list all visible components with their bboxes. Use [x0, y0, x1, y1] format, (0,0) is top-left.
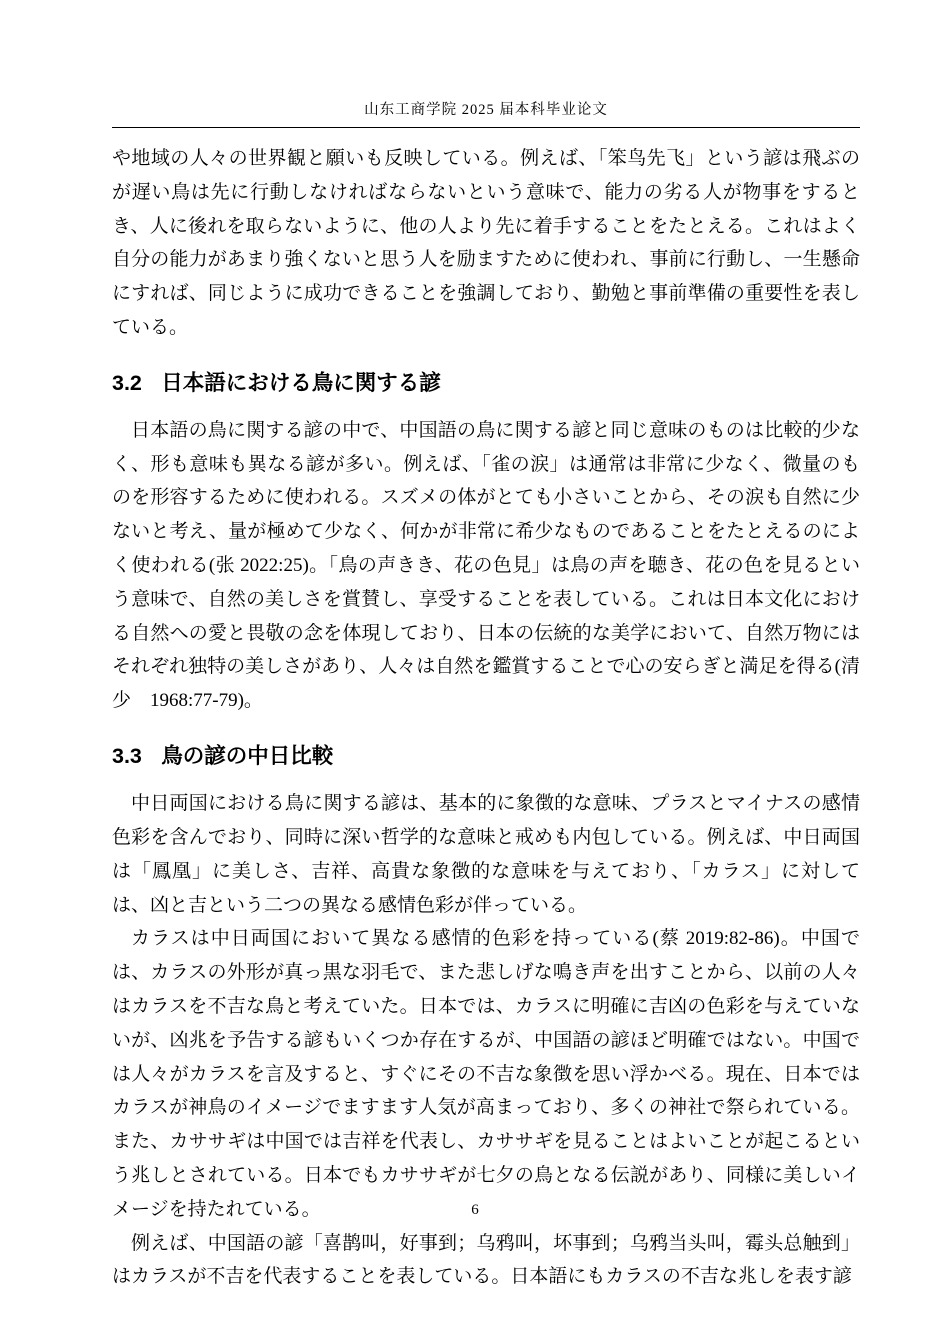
- section-3-3-paragraph: カラスは中日両国において異なる感情的色彩を持っている(蔡 2019:82-86)。中国では、カラスの外形が真っ黒な羽毛で、また悲しげな鳴き声を出すことから、以前の人々はカラスを不吉な鳥と考えていた。日本では、カラスに明確に吉凶の色彩を与えていないが、凶兆を予告する諺もいくつか存在するが、中国語の諺ほど明確ではない。中国では人々がカラスを言及すると、すぐにその不吉な象徴を思い浮かべる。現在、日本ではカラスが神鳥のイメージでますます人気が高まっており、多くの神社で祭られている。また、カササギは中国では吉祥を代表し、カササギを見ることはよいことが起こるという兆しとされている。日本でもカササギが七夕の鳥となる伝説があり、同様に美しいイメージを持たれている。: [112, 928, 860, 1220]
- section-number: 3.2: [112, 370, 142, 395]
- section-3-2-paragraph: 日本語の鳥に関する諺の中で、中国語の鳥に関する諺と同じ意味のものは比較的少なく、形も意味も異なる諺が多い。例えば、「雀の涙」は通常は非常に少なく、微量のものを形容するために使われる。スズメの体がとても小さいことから、その涙も自然に少ないと考え、量が極めて少なく、何かが非常に希少なものであることをたとえるのによく使われる(张 2022:25)。「鳥の声きき、花の色見」は鳥の声を聴き、花の色を見るという意味で、自然の美しさを賞賛し、享受することを表している。これは日本文化における自然への愛と畏敬の念を体現しており、日本の伝統的な美学において、自然万物にはそれぞれ独特の美しさがあり、人々は自然を鑑賞することで心の安らぎと満足を得る(清少 1968:77-79)。: [112, 419, 860, 712]
- section-3-3-paragraph: 例えば、中国語の諺「喜鹊叫，好事到；乌鸦叫，坏事到；乌鸦当头叫，霉头总触到」はカラスが不吉を代表することを表している。日本語にもカラスの不吉な兆しを表す諺: [112, 1232, 860, 1288]
- section-title: 日本語における鳥に関する諺: [161, 370, 441, 395]
- intro-paragraph: や地域の人々の世界観と願いも反映している。例えば、「笨鸟先飞」という諺は飛ぶのが遅い鳥は先に行動しなければならないという意味で、能力の劣る人が物事をするとき、人に後れを取らないように、他の人より先に着手することをたとえる。これはよく自分の能力があまり強くないと思う人を励ますために使われ、事前に行動し、一生懸命にすれば、同じように成功できることを強調しており、勤勉と事前準備の重要性を表している。: [112, 148, 860, 338]
- page-number: 6: [471, 1202, 479, 1218]
- section-heading-3-2: [112, 368, 860, 398]
- section-number: 3.3: [112, 744, 142, 769]
- page-header: [112, 98, 860, 128]
- page-footer: [0, 1202, 950, 1219]
- section-title: 鳥の諺の中日比較: [161, 744, 334, 769]
- page-content: [112, 142, 860, 1294]
- section-3-3-paragraph: 中日両国における鳥に関する諺は、基本的に象徴的な意味、プラスとマイナスの感情色彩を含んでおり、同時に深い哲学的な意味と戒めも内包している。例えば、中日両国は「鳳凰」に美しさ、吉祥、高貴な象徴的な意味を与えており、「カラス」に対しては、凶と吉という二つの異なる感情色彩が伴っている。: [112, 793, 860, 916]
- header-title: 山东工商学院 2025 届本科毕业论文: [112, 98, 860, 128]
- section-heading-3-3: [112, 741, 860, 771]
